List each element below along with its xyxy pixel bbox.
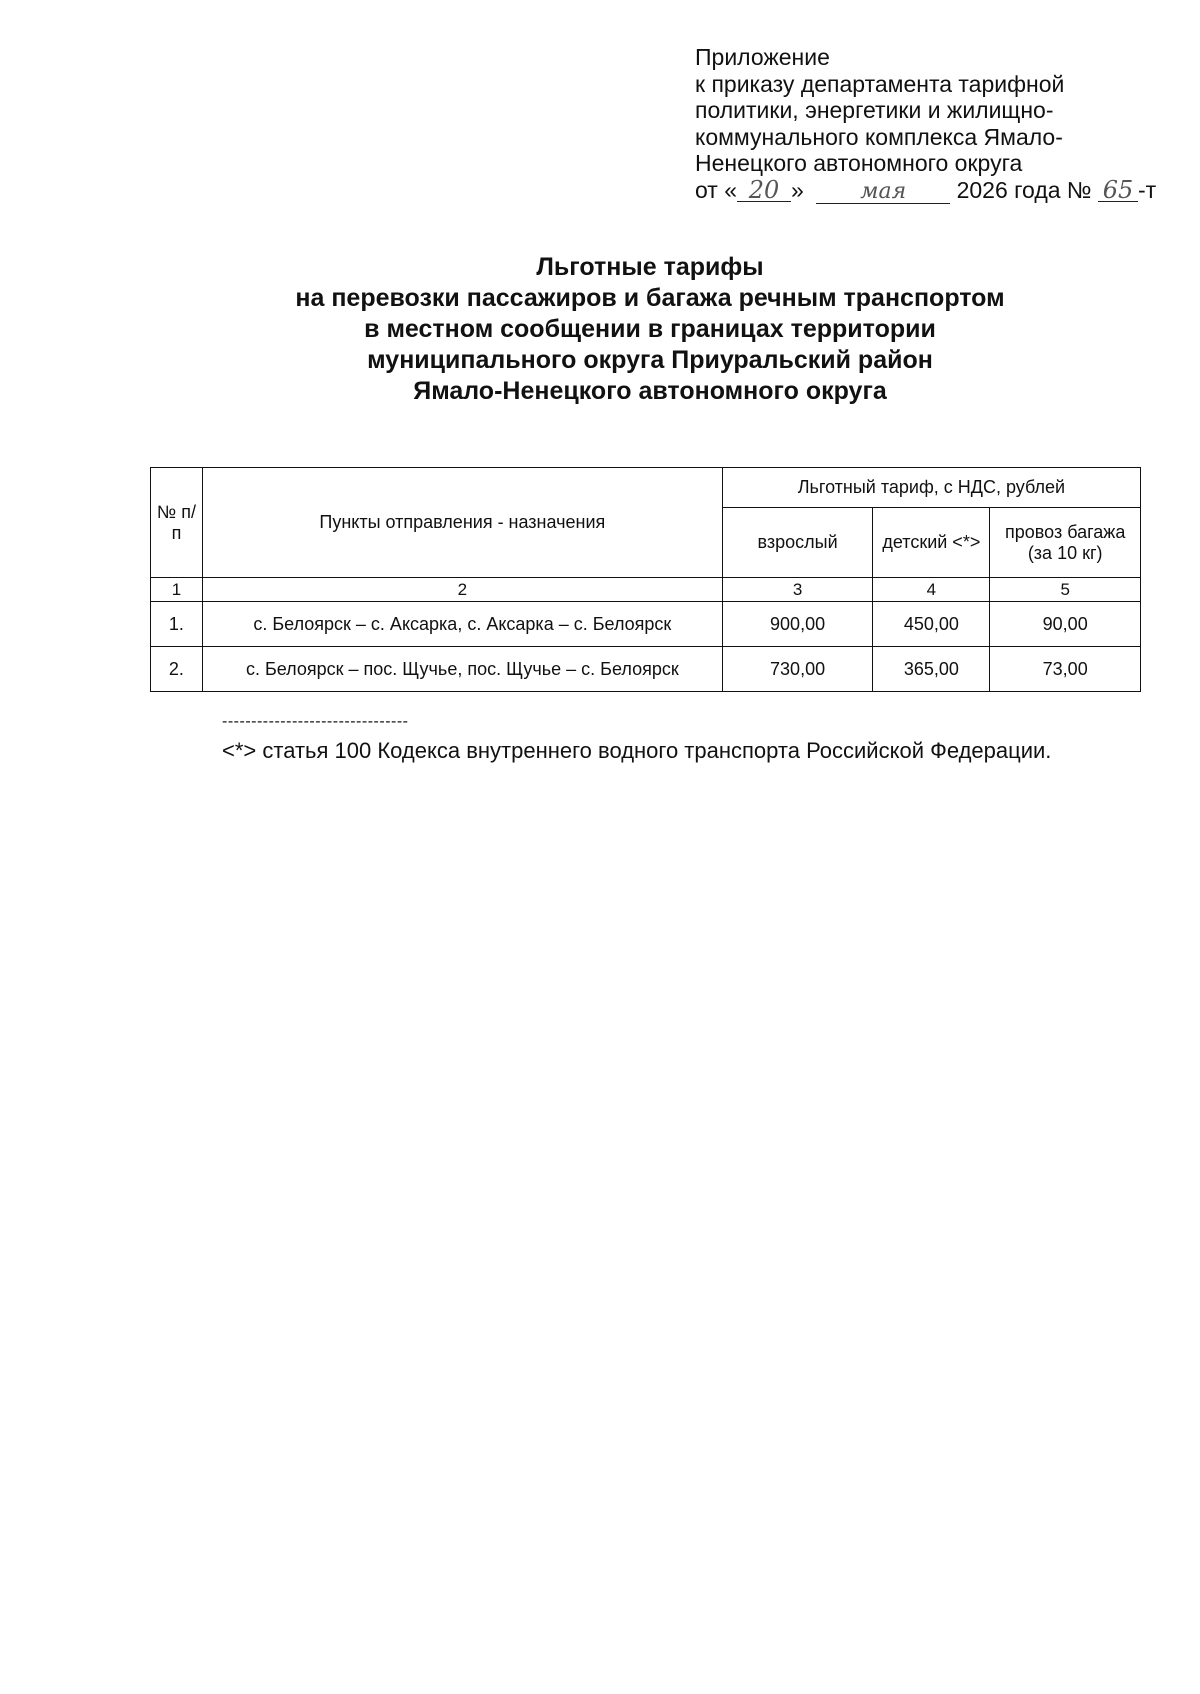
row-adult-tariff: 900,00 bbox=[722, 602, 873, 647]
header-child: детский <*> bbox=[873, 508, 990, 578]
title-line: Ямало-Ненецкого автономного округа bbox=[413, 377, 887, 405]
row-baggage-tariff: 90,00 bbox=[990, 602, 1141, 647]
header-number: № п/п bbox=[151, 468, 203, 578]
row-child-tariff: 365,00 bbox=[873, 647, 990, 692]
footnote-divider: -------------------------------- bbox=[222, 713, 409, 730]
approval-line: Ненецкого автономного округа bbox=[695, 150, 1023, 176]
number-suffix: -т bbox=[1138, 176, 1157, 203]
row-child-tariff: 450,00 bbox=[873, 602, 990, 647]
column-number: 2 bbox=[202, 578, 722, 602]
handwritten-day: 20 bbox=[737, 179, 791, 202]
header-tariff-group: Льготный тариф, с НДС, рублей bbox=[722, 468, 1140, 508]
handwritten-month: мая bbox=[816, 181, 950, 204]
row-number: 2. bbox=[151, 647, 203, 692]
table-row bbox=[151, 602, 1141, 647]
title-line: на перевозки пассажиров и багажа речным транспортом bbox=[295, 284, 1005, 312]
footnote-text: <*> статья 100 Кодекса внутреннего водного транспорта Российской Федерации. bbox=[222, 738, 1052, 763]
date-mid: » bbox=[791, 176, 804, 203]
row-baggage-tariff: 73,00 bbox=[990, 647, 1141, 692]
approval-line: Приложение bbox=[695, 44, 830, 70]
title-line: муниципального округа Приуральский район bbox=[367, 346, 933, 374]
column-number: 4 bbox=[873, 578, 990, 602]
tariff-table bbox=[150, 467, 1141, 692]
table-row bbox=[151, 647, 1141, 692]
document-title bbox=[200, 252, 1100, 407]
row-route: с. Белоярск – с. Аксарка, с. Аксарка – с. Белоярск bbox=[202, 602, 722, 647]
year-text: 2026 года № bbox=[956, 176, 1092, 203]
row-route: с. Белоярск – пос. Щучье, пос. Щучье – с. Белоярск bbox=[202, 647, 722, 692]
column-number: 3 bbox=[722, 578, 873, 602]
approval-line: к приказу департамента тарифной bbox=[695, 70, 1065, 97]
title-line: в местном сообщении в границах территории bbox=[364, 315, 936, 343]
handwritten-order-number: 65 bbox=[1098, 179, 1138, 202]
row-adult-tariff: 730,00 bbox=[722, 647, 873, 692]
approval-line: политики, энергетики и жилищно- bbox=[695, 97, 1054, 123]
approval-date-line bbox=[695, 177, 1175, 204]
header-adult: взрослый bbox=[722, 508, 873, 578]
column-number: 1 bbox=[151, 578, 203, 602]
approval-line: коммунального комплекса Ямало- bbox=[695, 123, 1063, 150]
header-route: Пункты отправления - назначения bbox=[202, 468, 722, 578]
column-number: 5 bbox=[990, 578, 1141, 602]
row-number: 1. bbox=[151, 602, 203, 647]
date-prefix: от « bbox=[695, 176, 738, 203]
approval-block bbox=[695, 44, 1175, 204]
header-baggage: провоз багажа (за 10 кг) bbox=[990, 508, 1141, 578]
title-line: Льготные тарифы bbox=[536, 253, 764, 281]
